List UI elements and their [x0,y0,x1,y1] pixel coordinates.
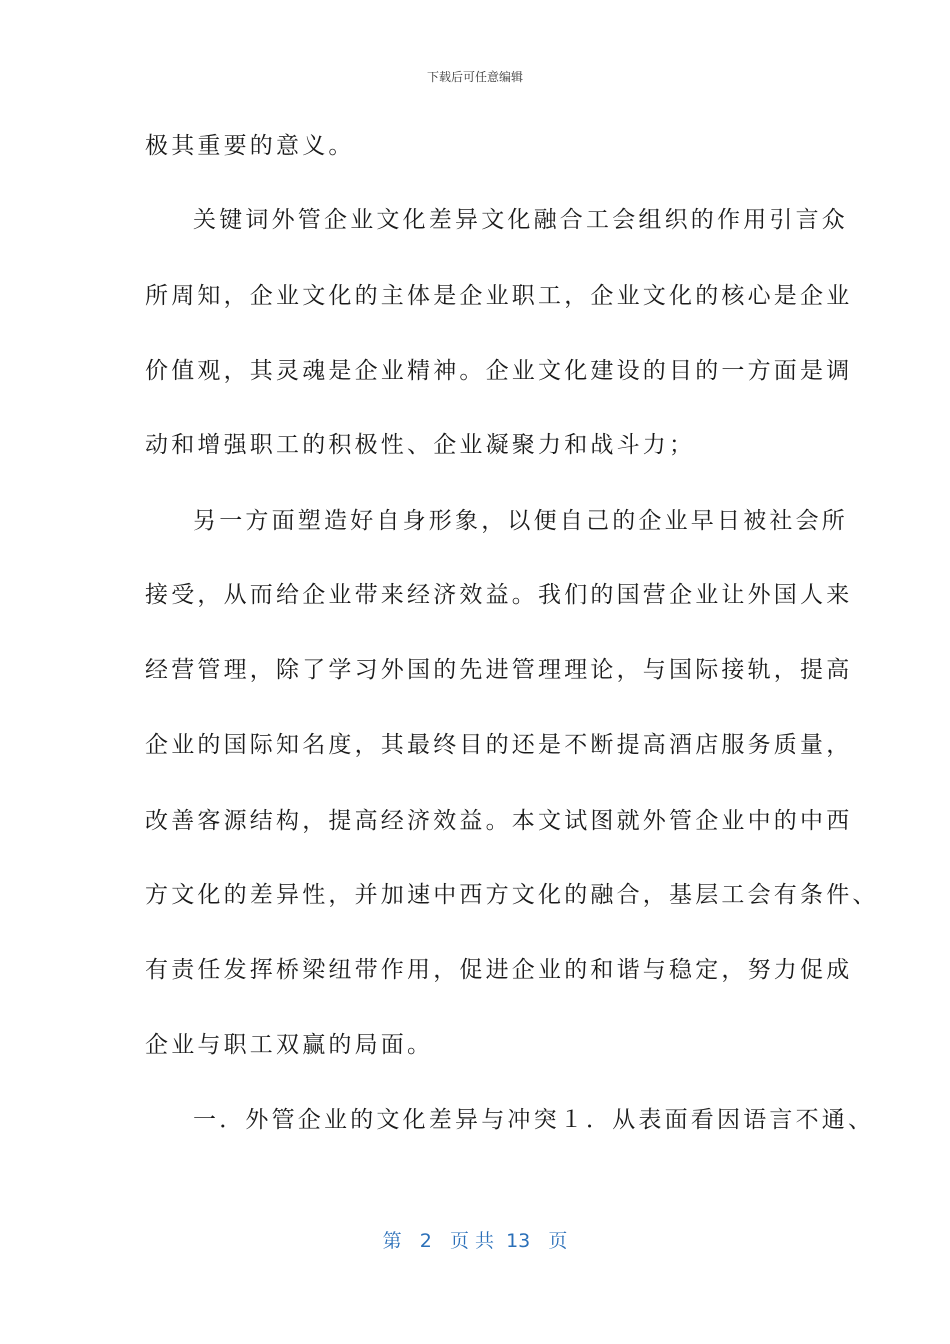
body-line-1: 极其重要的意义。 [145,133,355,159]
footer-middle: 页 共 [449,1230,494,1252]
footer-total-pages: 13 [506,1230,531,1252]
body-line-8: 经营管理，除了学习外国的先进管理理论，与国际接轨，提高 [145,657,853,683]
body-line-12: 有责任发挥桥梁纽带作用，促进企业的和谐与稳定，努力促成 [145,957,853,983]
body-line-4: 价值观，其灵魂是企业精神。企业文化建设的目的一方面是调 [145,358,853,384]
body-line-6: 另一方面塑造好自身形象，以便自己的企业早日被社会所 [193,508,848,534]
body-line-13: 企业与职工双赢的局面。 [145,1032,434,1058]
page-header: 下载后可任意编辑 [426,70,523,84]
body-line-5: 动和增强职工的积极性、企业凝聚力和战斗力； [145,432,696,458]
footer-suffix: 页 [548,1230,568,1252]
body-line-3: 所周知，企业文化的主体是企业职工，企业文化的核心是企业 [145,283,853,309]
body-line-9: 企业的国际知名度，其最终目的还是不断提高酒店服务质量， [145,732,853,758]
body-line-2: 关键词外管企业文化差异文化融合工会组织的作用引言众 [193,207,848,233]
footer-prefix: 第 [382,1230,402,1252]
footer-page-number: 2 [419,1230,432,1252]
body-line-7: 接受，从而给企业带来经济效益。我们的国营企业让外国人来 [145,582,853,608]
body-line-10: 改善客源结构，提高经济效益。本文试图就外管企业中的中西 [145,808,853,834]
body-line-14: 一．外管企业的文化差异与冲突１．从表面看因语言不通、 [193,1107,875,1133]
page-footer [0,1226,950,1253]
body-line-11: 方文化的差异性，并加速中西方文化的融合，基层工会有条件、 [145,882,879,908]
